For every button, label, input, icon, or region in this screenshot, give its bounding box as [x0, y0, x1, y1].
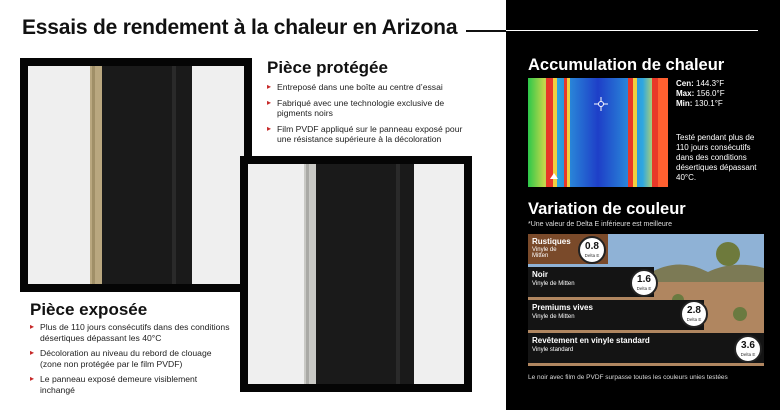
- color-row-standard: Revêtement en vinyle standard Vinyle standard: [528, 333, 764, 363]
- color-row-rustiques: Rustiques Vinyle de Mitten: [528, 234, 608, 264]
- warm-stripe: [567, 78, 570, 187]
- siding-panel: [316, 164, 396, 384]
- desert-shrub: [733, 307, 747, 321]
- temp-readout-max: Max: 156.0°F: [676, 89, 725, 98]
- siding-lip: [176, 66, 192, 284]
- nailing-slot-line: [92, 66, 95, 284]
- delta-badge-noir: 1.6 Delta E: [630, 269, 658, 297]
- delta-badge-standard: 3.6 Delta E: [734, 335, 762, 363]
- thermal-image-graphic: [528, 78, 668, 187]
- exposed-heading: Pièce exposée: [30, 300, 148, 319]
- delta-e-note: *Une valeur de Delta E inférieure est meilleure: [528, 221, 672, 228]
- exposed-bullets: [30, 322, 232, 400]
- color-row-noir: Noir Vinyle de Mitten: [528, 267, 654, 297]
- title-rule: [466, 30, 506, 32]
- bullet-item: ▸ Plus de 110 jours consécutifs dans des conditions désertiques dépassant les 40°C: [30, 322, 230, 343]
- hot-stripe: [546, 78, 553, 187]
- exposed-sample-photo: [240, 156, 472, 392]
- bullet-arrow-icon: ▸: [267, 82, 272, 91]
- hot-stripe: [564, 78, 567, 187]
- bullet-item: ▸ Entreposé dans une boîte au centre d’essai: [267, 82, 443, 92]
- temp-readout-min: Min: 130.1°F: [676, 99, 723, 108]
- bullet-item: ▸ Fabriqué avec une technologie exclusive de pigments noirs: [267, 97, 445, 118]
- bullet-item: ▸ Film PVDF appliqué sur le panneau exposé pour une résistance supérieure à la décoloration: [267, 123, 463, 144]
- color-footnote: Le noir avec film de PVDF surpasse toutes les couleurs unies testées: [528, 374, 728, 381]
- protected-heading: Pièce protégée: [267, 58, 388, 77]
- hot-edge: [658, 78, 668, 187]
- bullet-arrow-icon: ▸: [30, 322, 35, 331]
- heat-test-note: Testé pendant plus de 110 jours consécutifs dans des conditions désertiques dépassant 40°C.: [676, 133, 757, 182]
- thermal-image: [528, 78, 668, 187]
- nailing-slot-line: [306, 164, 309, 384]
- color-variation-heading: Variation de couleur: [528, 200, 686, 218]
- heat-heading: Accumulation de chaleur: [528, 56, 725, 74]
- siding-panel: [102, 66, 172, 284]
- warm-stripe: [633, 78, 637, 187]
- protected-bullets: [267, 82, 467, 150]
- desert-tree: [716, 242, 740, 266]
- delta-badge-rustiques: 0.8 Delta E: [578, 236, 606, 264]
- bullet-arrow-icon: ▸: [30, 374, 35, 383]
- protected-sample-photo: [20, 58, 252, 292]
- bullet-item: ▸ Décoloration au niveau du rebord de clouage (zone non protégée par le film PVDF): [30, 348, 212, 369]
- color-comparison-image: [528, 234, 764, 366]
- temp-readout-cen: Cen: 144.3°F: [676, 79, 725, 88]
- hot-stripe: [628, 78, 633, 187]
- hot-stripe: [652, 78, 658, 187]
- bullet-arrow-icon: ▸: [30, 348, 35, 357]
- title-rule-right: [506, 30, 758, 31]
- bullet-item: ▸ Le panneau exposé demeure visiblement inchangé: [30, 374, 198, 395]
- color-row-premiums: Premiums vives Vinyle de Mitten: [528, 300, 704, 330]
- warm-stripe: [553, 78, 557, 187]
- bullet-arrow-icon: ▸: [267, 123, 272, 133]
- delta-badge-premiums: 2.8 Delta E: [680, 300, 708, 328]
- row-sub: Vinyle de Mitten: [532, 247, 557, 259]
- page-title: Essais de rendement à la chaleur en Arizona: [22, 16, 458, 39]
- bullet-arrow-icon: ▸: [267, 97, 272, 107]
- siding-lip: [400, 164, 414, 384]
